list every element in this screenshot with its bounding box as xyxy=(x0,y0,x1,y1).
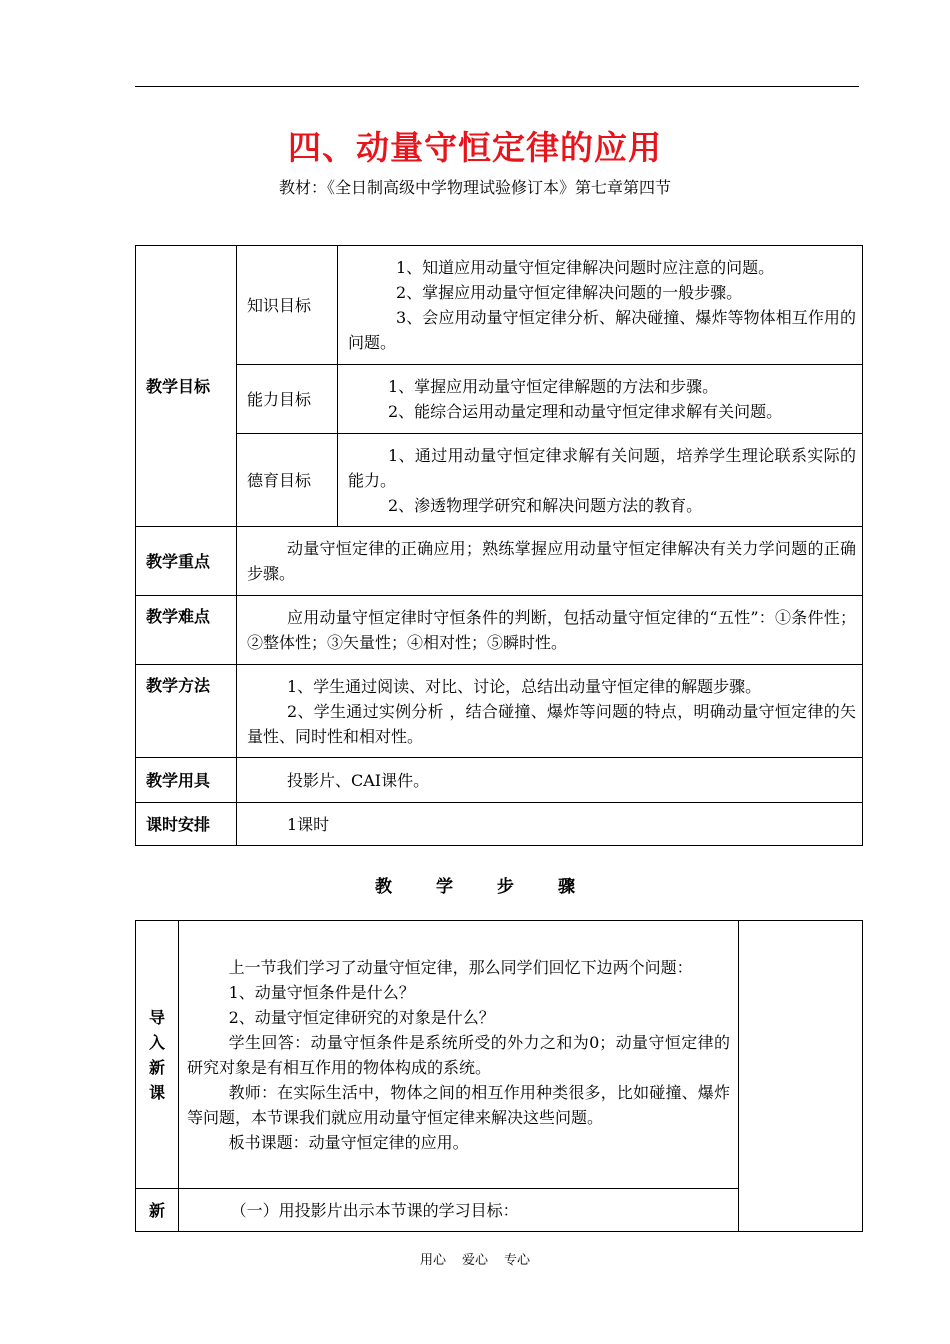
intro-header-char: 新 xyxy=(148,1057,165,1077)
header-rule xyxy=(135,86,859,87)
page-title: 四、动量守恒定律的应用 xyxy=(288,128,662,167)
new-lesson-content xyxy=(179,1189,739,1232)
goal-row-knowledge xyxy=(136,246,863,365)
knowledge-goal-label: 知识目标 xyxy=(237,246,338,365)
moral-goal-label: 德育目标 xyxy=(237,434,338,527)
steps-heading-char: 骤 xyxy=(558,877,575,897)
tools-text: 投影片、CAI课件。 xyxy=(287,770,430,790)
knowledge-goal-line: 1、知道应用动量守恒定律解决问题时应注意的问题。 xyxy=(396,258,775,277)
tools-header: 教学用具 xyxy=(136,758,237,803)
footer-word: 用心 xyxy=(419,1253,446,1268)
intro-line: 2、动量守恒定律研究的对象是什么？ xyxy=(228,1007,495,1027)
ability-goal-line: 1、掌握应用动量守恒定律解题的方法和步骤。 xyxy=(388,377,719,396)
knowledge-goal-line: 3、会应用动量守恒定律分析、解决碰撞、爆炸等物体相互作用的问题。 xyxy=(348,308,856,352)
goal-row-moral xyxy=(136,434,863,527)
difficulties-content xyxy=(237,596,863,665)
methods-line: 2、学生通过实例分析 ，结合碰撞、爆炸等问题的特点，明确动量守恒定律的矢量性、同时性和相对性。 xyxy=(247,701,856,746)
intro-line: 板书课题：动量守恒定律的应用。 xyxy=(228,1132,469,1152)
schedule-header: 课时安排 xyxy=(136,803,237,846)
methods-content xyxy=(237,665,863,758)
schedule-row xyxy=(136,803,863,846)
intro-header-char: 导 xyxy=(148,1007,165,1027)
intro-header-char: 课 xyxy=(148,1082,165,1102)
ability-goal-line: 2、能综合运用动量定理和动量守恒定律求解有关问题。 xyxy=(388,402,783,421)
key-points-content xyxy=(237,527,863,596)
intro-row xyxy=(136,921,863,1189)
schedule-content xyxy=(237,803,863,846)
tools-row xyxy=(136,758,863,803)
key-points-text: 动量守恒定律的正确应用；熟练掌握应用动量守恒定律解决有关力学问题的正确步骤。 xyxy=(247,539,856,583)
teaching-steps-heading xyxy=(0,872,950,897)
intro-line: 学生回答：动量守恒条件是系统所受的外力之和为0；动量守恒定律的研究对象是有相互作用的物体构成的系统。 xyxy=(187,1032,730,1077)
steps-heading-char: 步 xyxy=(497,877,514,897)
new-lesson-text: （一）用投影片出示本节课的学习目标： xyxy=(230,1200,519,1220)
steps-heading-char: 教 xyxy=(375,877,392,897)
key-points-row xyxy=(136,527,863,596)
intro-header xyxy=(136,921,179,1189)
new-lesson-header: 新 xyxy=(136,1189,179,1232)
intro-content xyxy=(179,921,739,1189)
moral-goal-line: 2、渗透物理学研究和解决问题方法的教育。 xyxy=(388,495,703,515)
ability-goal-label: 能力目标 xyxy=(237,365,338,434)
knowledge-goal-content xyxy=(338,246,863,365)
notes-column xyxy=(739,921,863,1232)
teaching-steps-table xyxy=(135,920,863,1232)
intro-line: 教师：在实际生活中，物体之间的相互作用种类很多，比如碰撞、爆炸等问题，本节课我们就应用动量守恒定律来解决这些问题。 xyxy=(187,1082,730,1127)
intro-line: 1、动量守恒条件是什么？ xyxy=(228,982,415,1002)
intro-line: 上一节我们学习了动量守恒定律，那么同学们回忆下边两个问题： xyxy=(228,957,693,977)
schedule-text: 1课时 xyxy=(287,814,330,834)
methods-header: 教学方法 xyxy=(136,665,237,758)
goals-header: 教学目标 xyxy=(136,246,237,527)
difficulties-text: 应用动量守恒定律时守恒条件的判断，包括动量守恒定律的“五性”：①条件性；②整体性；③矢量性；④相对性；⑤瞬时性。 xyxy=(247,608,856,652)
methods-row xyxy=(136,665,863,758)
lesson-overview-table xyxy=(135,245,863,846)
ability-goal-content xyxy=(338,365,863,434)
difficulties-row xyxy=(136,596,863,665)
methods-line: 1、学生通过阅读、对比、讨论，总结出动量守恒定律的解题步骤。 xyxy=(287,676,762,696)
moral-goal-line: 1、通过用动量守恒定律求解有关问题，培养学生理论联系实际的能力。 xyxy=(348,445,856,490)
key-points-header: 教学重点 xyxy=(136,527,237,596)
moral-goal-content xyxy=(338,434,863,527)
footer-word: 爱心 xyxy=(461,1253,488,1268)
footer-word: 专心 xyxy=(504,1253,531,1268)
goal-row-ability xyxy=(136,365,863,434)
intro-header-char: 入 xyxy=(148,1032,165,1052)
steps-heading-char: 学 xyxy=(436,877,453,897)
difficulties-header: 教学难点 xyxy=(136,596,237,665)
textbook-source: 教材：《全日制高级中学物理试验修订本》第七章第四节 xyxy=(278,178,671,197)
page-footer xyxy=(0,1249,950,1268)
tools-content xyxy=(237,758,863,803)
knowledge-goal-line: 2、掌握应用动量守恒定律解决问题的一般步骤。 xyxy=(396,283,743,302)
